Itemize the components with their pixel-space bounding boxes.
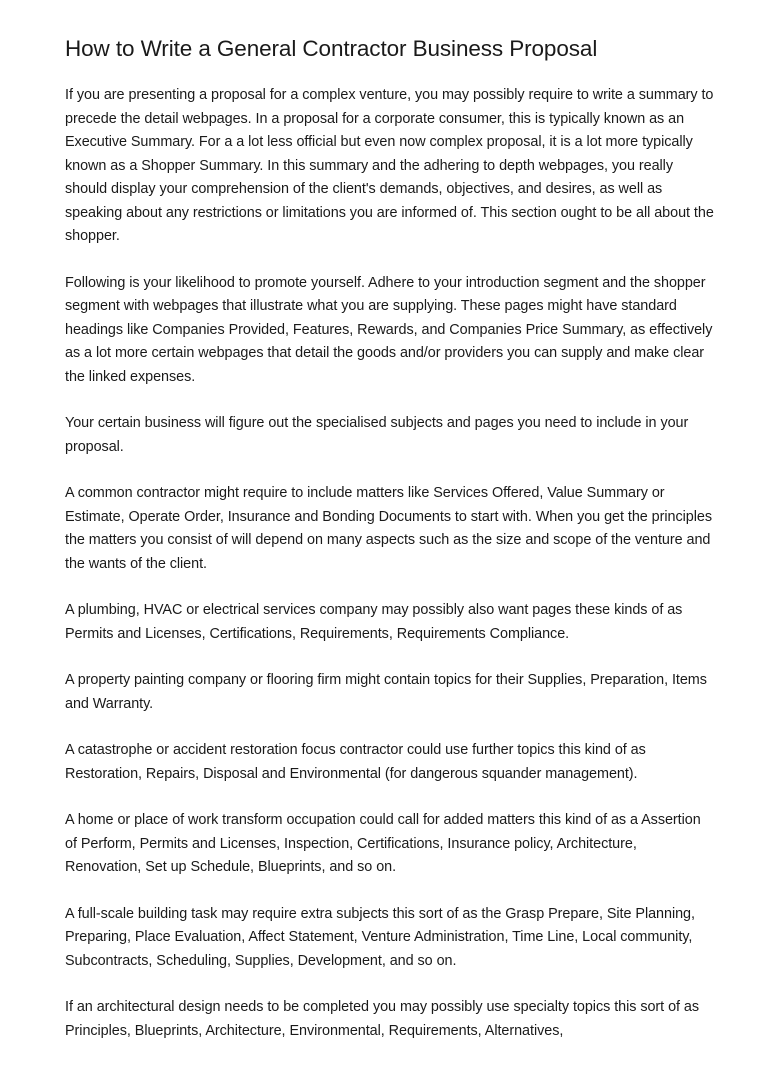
paragraph-plumbing-hvac: A plumbing, HVAC or electrical services company may possibly also want pages these kinds of as Permits and Licenses, Certifications, Requirements, Requirements Compliance. xyxy=(65,602,683,642)
document-title: How to Write a General Contractor Business Proposal xyxy=(65,36,598,61)
paragraph-restoration: A catastrophe or accident restoration focus contractor could use further topics this kind of as Restoration, Repairs, Disposal and Environmental (for dangerous squander management). xyxy=(65,742,646,782)
paragraph-full-scale-building: A full-scale building task may require extra subjects this sort of as the Grasp Prepare, Site Planning, Preparing, Place Evaluation, Affect Statement, Venture Administration, Time Line, Local community, Subcontracts, Scheduling, Supplies, Development, and so on. xyxy=(65,905,695,969)
paragraph-painting-flooring: A property painting company or flooring firm might contain topics for their Supplies, Preparation, Items and Warranty. xyxy=(65,672,707,712)
paragraph-architectural-design: If an architectural design needs to be completed you may possibly use specialty topics this sort of as Principles, Blueprints, Architecture, Environmental, Requirements, Alternatives, xyxy=(65,999,700,1039)
paragraph-executive-summary: If you are presenting a proposal for a complex venture, you may possibly require to write a summary to precede the detail webpages. In a proposal for a corporate consumer, this is typically known as an Executive Summary. For a a lot less official but even now complex proposal, it is a lot more typically known as a Shopper Summary. In this summary and the adhering to depth webpages, you really should display your comprehension of the client's demands, objectives, and desires, as well as speaking about any restrictions or limitations you are informed of. This section ought to be all about the shopper. xyxy=(65,87,714,244)
paragraph-home-transform: A home or place of work transform occupation could call for added matters this kind of as a Assertion of Perform, Permits and Licenses, Inspection, Certifications, Insurance policy, Architecture, Renovation, Set up Schedule, Blueprints, and so on. xyxy=(65,812,701,875)
paragraph-promote-yourself: Following is your likelihood to promote yourself. Adhere to your introduction segment and the shopper segment with webpages that illustrate what you are supplying. These pages might have standard headings like Companies Provided, Features, Rewards, and Companies Price Summary, as effectively as a lot more certain webpages that detail the goods and/or providers you can supply and make clear the linked expenses. xyxy=(65,274,713,385)
paragraph-specialised-subjects: Your certain business will figure out the specialised subjects and pages you need to include in your proposal. xyxy=(65,415,689,455)
paragraph-common-contractor: A common contractor might require to include matters like Services Offered, Value Summary or Estimate, Operate Order, Insurance and Bonding Documents to start with. When you get the principles the matters you consist of will depend on many aspects such as the size and scope of the venture and the wants of the client. xyxy=(65,485,712,572)
